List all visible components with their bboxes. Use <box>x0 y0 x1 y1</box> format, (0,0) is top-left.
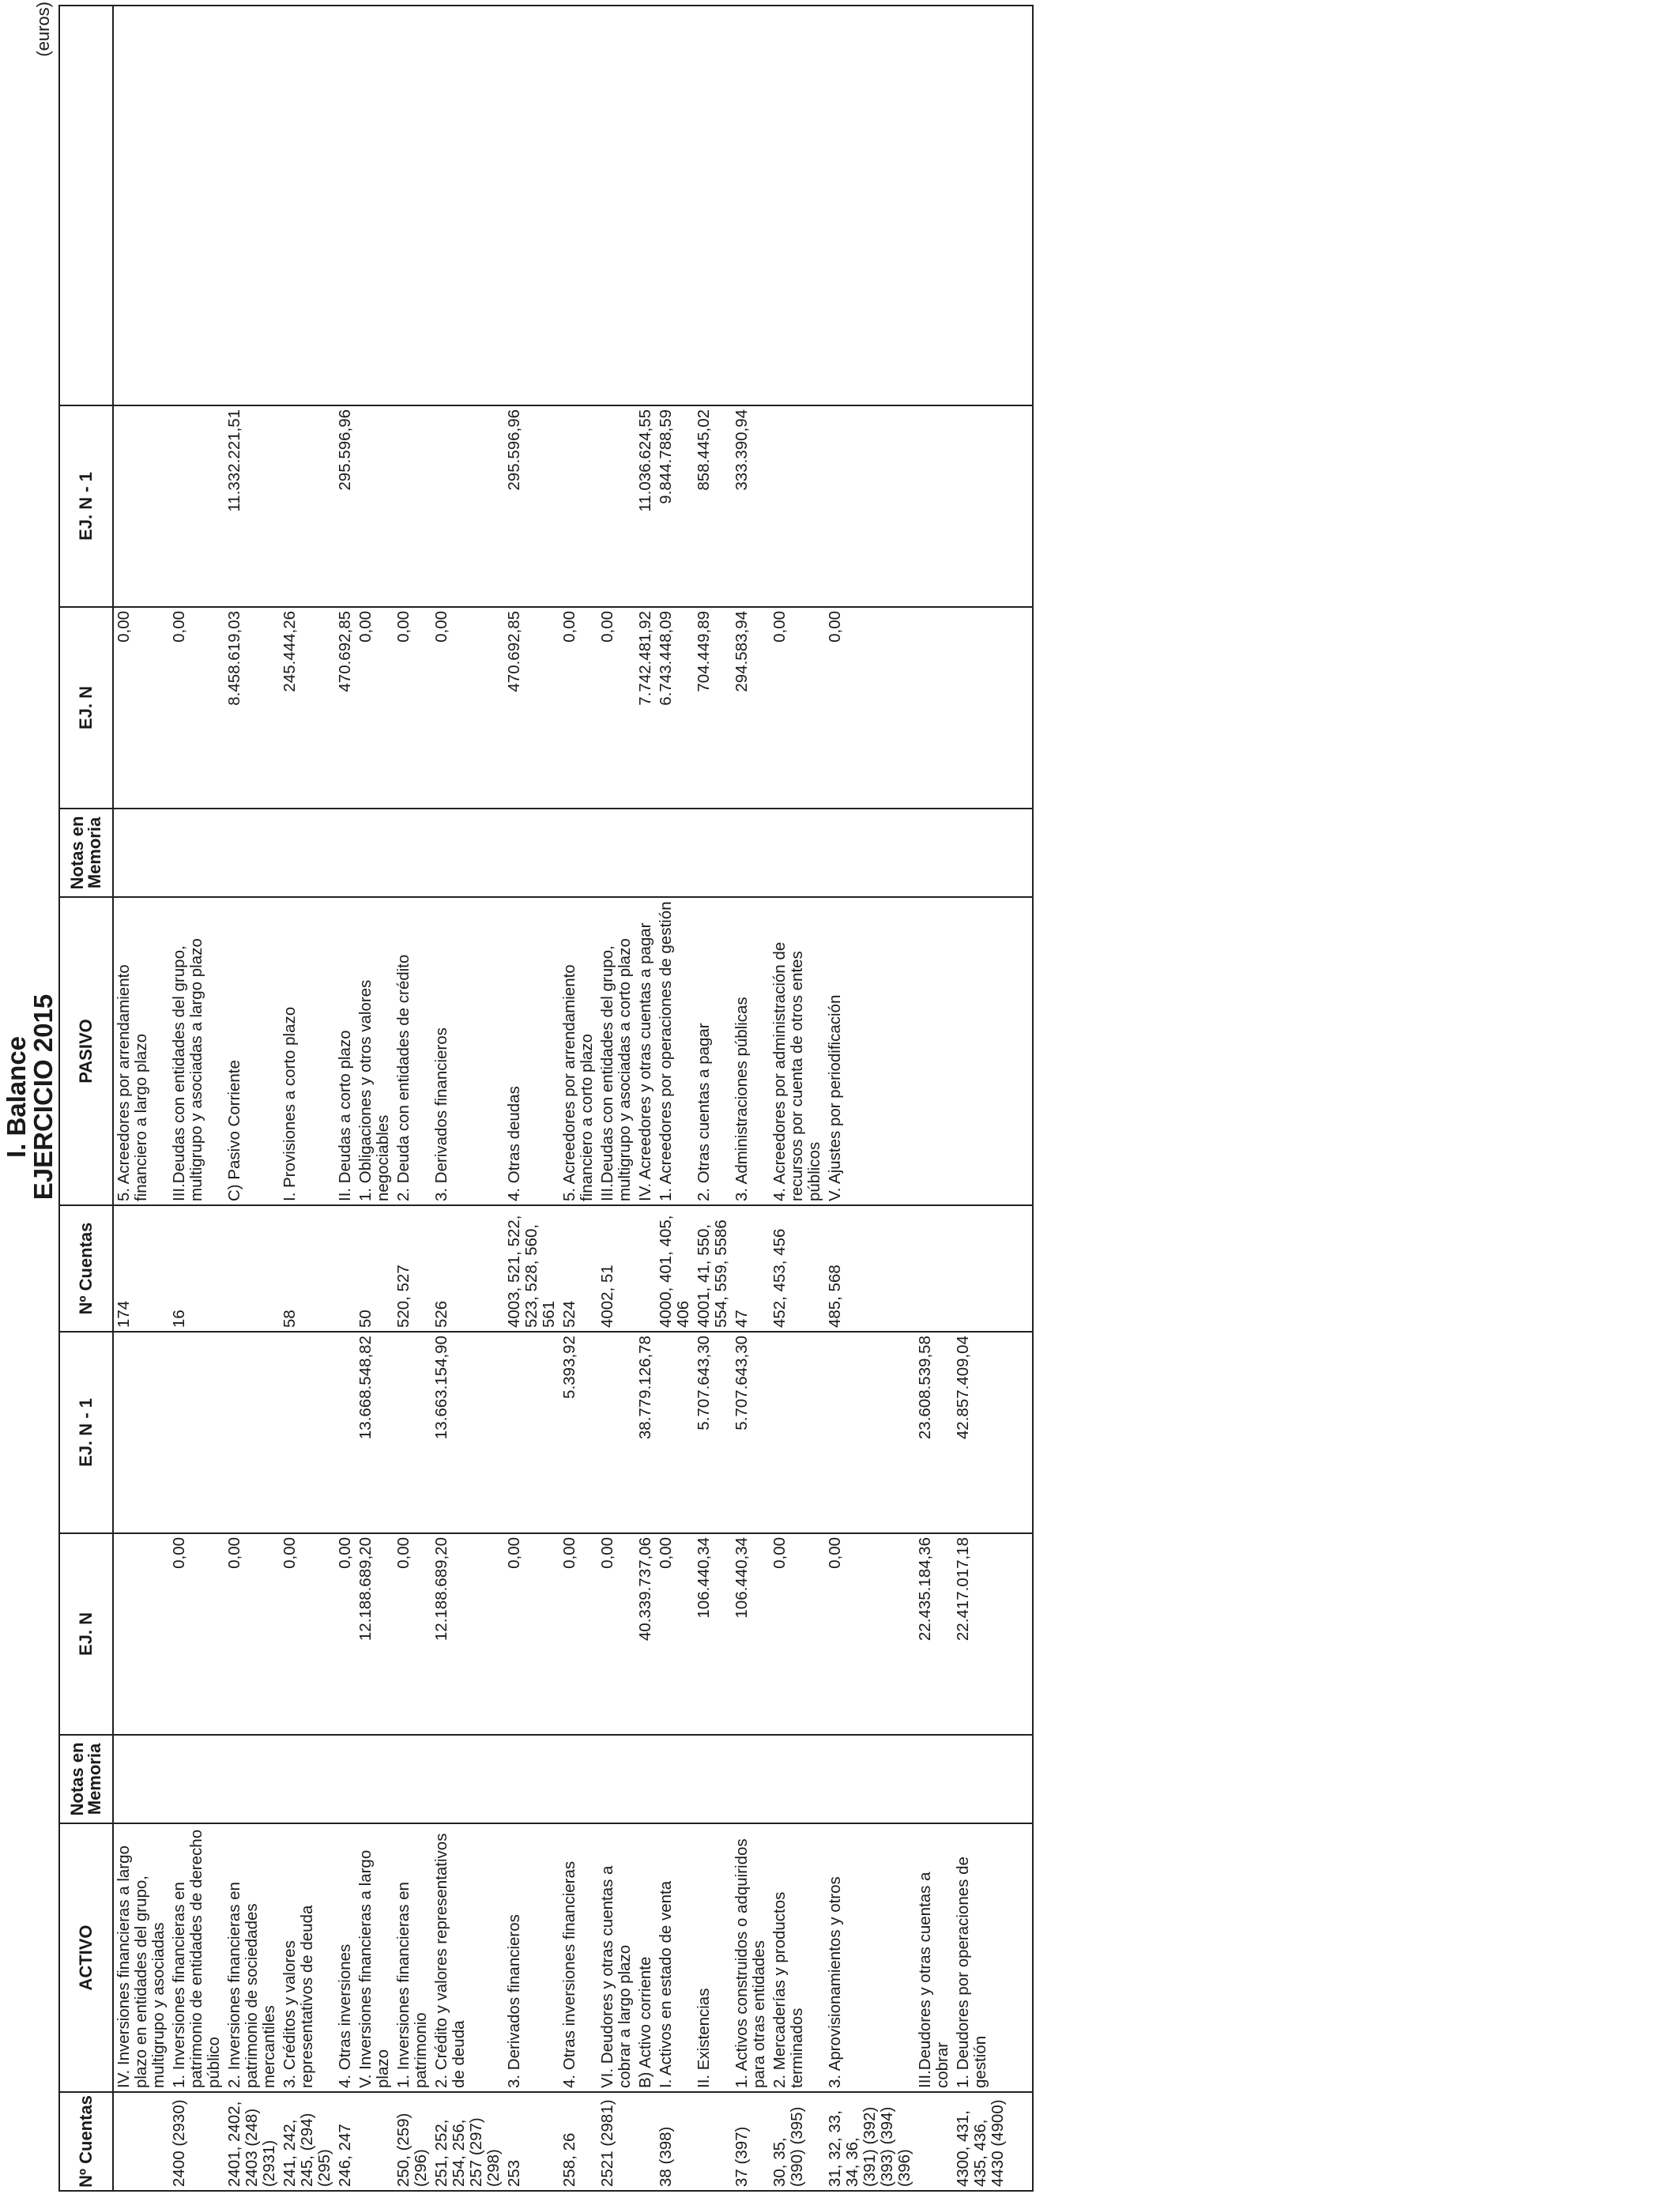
table-row <box>431 6 504 2191</box>
padding-cell <box>1008 1205 1033 1332</box>
table-row <box>169 6 224 2191</box>
activo-notas-cell <box>280 1735 335 1823</box>
pasivo-concept-cell: 4. Acreedores por administración de recursos por cuenta de otros entes públicos <box>770 897 825 1205</box>
activo-ej-n-cell: 106.440,34 <box>732 1533 770 1735</box>
table-row <box>825 6 915 2191</box>
pasivo-ej-n-cell: 0,00 <box>597 607 635 809</box>
pasivo-ej-n-cell: 294.583,94 <box>732 607 770 809</box>
activo-ej-n-cell: 22.435.184,36 <box>915 1533 953 1735</box>
col-header-blank <box>59 6 113 405</box>
pasivo-ej-n-cell: 0,00 <box>356 607 394 809</box>
blank-cell <box>169 6 224 405</box>
activo-ej-n-cell: 0,00 <box>656 1533 694 1735</box>
activo-ej-n1-cell: 13.663.154,90 <box>431 1332 504 1533</box>
pasivo-concept-cell: 5. Acreedores por arrendamiento financiero a largo plazo <box>113 897 169 1205</box>
table-row <box>915 6 953 2191</box>
pasivo-notas-cell <box>635 809 656 897</box>
activo-ej-n-cell: 0,00 <box>169 1533 224 1735</box>
activo-ej-n-cell: 40.339.737,06 <box>635 1533 656 1735</box>
activo-ej-n1-cell: 5.707.643,30 <box>694 1332 732 1533</box>
activo-concept-cell: 3. Derivados financieros <box>504 1823 559 2092</box>
padding-cell <box>1008 1735 1033 1823</box>
activo-ej-n1-cell <box>394 1332 431 1533</box>
activo-notas-cell <box>597 1735 635 1823</box>
activo-concept-cell: V. Inversiones financieras a largo plazo <box>356 1823 394 2092</box>
blank-cell <box>504 6 559 405</box>
activo-cuentas-cell: 2521 (2981) <box>597 2092 635 2191</box>
col-header-activo-ej-n1: EJ. N - 1 <box>59 1332 113 1533</box>
blank-cell <box>825 6 915 405</box>
padding-cell <box>1008 6 1033 405</box>
pasivo-notas-cell <box>113 809 169 897</box>
col-header-pasivo: PASIVO <box>59 897 113 1205</box>
activo-ej-n-cell: 0,00 <box>280 1533 335 1735</box>
activo-notas-cell <box>732 1735 770 1823</box>
activo-concept-cell: B) Activo corriente <box>635 1823 656 2092</box>
activo-cuentas-cell: 38 (398) <box>656 2092 694 2191</box>
blank-cell <box>394 6 431 405</box>
activo-notas-cell <box>394 1735 431 1823</box>
pasivo-cuentas-cell: 452, 453, 456 <box>770 1205 825 1332</box>
table-row <box>280 6 335 2191</box>
pasivo-ej-n1-cell: 295.596,96 <box>335 405 356 607</box>
blank-cell <box>915 6 953 405</box>
pasivo-ej-n-cell: 470.692,85 <box>504 607 559 809</box>
pasivo-ej-n1-cell: 295.596,96 <box>504 405 559 607</box>
pasivo-ej-n-cell: 7.742.481,92 <box>635 607 656 809</box>
activo-ej-n-cell: 0,00 <box>504 1533 559 1735</box>
activo-concept-cell: 3. Aprovisionamientos y otros <box>825 1823 915 2092</box>
pasivo-concept-cell: II. Deudas a corto plazo <box>335 897 356 1205</box>
pasivo-ej-n1-cell <box>915 405 953 607</box>
pasivo-notas-cell <box>394 809 431 897</box>
pasivo-notas-cell <box>597 809 635 897</box>
pasivo-ej-n1-cell <box>394 405 431 607</box>
activo-notas-cell <box>953 1735 1008 1823</box>
pasivo-concept-cell <box>915 897 953 1205</box>
pasivo-ej-n-cell: 0,00 <box>394 607 431 809</box>
activo-concept-cell: 1. Deudores por operaciones de gestión <box>953 1823 1008 2092</box>
padding-cell <box>1008 1823 1033 2092</box>
col-header-activo-cuentas: Nº Cuentas <box>59 2092 113 2191</box>
pasivo-ej-n-cell: 0,00 <box>169 607 224 809</box>
col-header-pasivo-ej-n: EJ. N <box>59 607 113 809</box>
blank-cell <box>953 6 1008 405</box>
col-header-activo-ej-n: EJ. N <box>59 1533 113 1735</box>
pasivo-concept-cell: 4. Otras deudas <box>504 897 559 1205</box>
table-row <box>635 6 656 2191</box>
pasivo-ej-n-cell <box>915 607 953 809</box>
pasivo-cuentas-cell: 485, 568 <box>825 1205 915 1332</box>
activo-notas-cell <box>694 1735 732 1823</box>
activo-notas-cell <box>825 1735 915 1823</box>
activo-ej-n1-cell: 42.857.409,04 <box>953 1332 1008 1533</box>
activo-concept-cell: IV. Inversiones financieras a largo plazo en entidades del grupo, multigrupo y asociadas <box>113 1823 169 2092</box>
pasivo-ej-n1-cell <box>431 405 504 607</box>
padding-cell <box>1008 897 1033 1205</box>
pasivo-ej-n-cell: 0,00 <box>825 607 915 809</box>
table-row <box>356 6 394 2191</box>
pasivo-ej-n1-cell: 9.844.788,59 <box>656 405 694 607</box>
activo-concept-cell: 1. Inversiones financieras en patrimonio de entidades de derecho público <box>169 1823 224 2092</box>
activo-cuentas-cell: 31, 32, 33, 34, 36, (391) (392) (393) (394) (396) <box>825 2092 915 2191</box>
balance-table <box>58 5 1034 2192</box>
table-row <box>224 6 280 2191</box>
activo-ej-n1-cell: 38.779.126,78 <box>635 1332 656 1533</box>
activo-notas-cell <box>915 1735 953 1823</box>
padding-cell <box>1008 405 1033 607</box>
activo-notas-cell <box>356 1735 394 1823</box>
pasivo-concept-cell: I. Provisiones a corto plazo <box>280 897 335 1205</box>
col-header-pasivo-ej-n1: EJ. N - 1 <box>59 405 113 607</box>
pasivo-notas-cell <box>356 809 394 897</box>
table-row <box>732 6 770 2191</box>
activo-cuentas-cell: 2400 (2930) <box>169 2092 224 2191</box>
pasivo-cuentas-cell: 526 <box>431 1205 504 1332</box>
activo-ej-n1-cell <box>597 1332 635 1533</box>
activo-ej-n-cell: 106.440,34 <box>694 1533 732 1735</box>
pasivo-notas-cell <box>825 809 915 897</box>
pasivo-cuentas-cell <box>915 1205 953 1332</box>
activo-cuentas-cell <box>113 2092 169 2191</box>
blank-cell <box>335 6 356 405</box>
activo-ej-n1-cell: 23.608.539,58 <box>915 1332 953 1533</box>
activo-ej-n-cell: 0,00 <box>224 1533 280 1735</box>
blank-cell <box>559 6 597 405</box>
pasivo-ej-n1-cell: 333.390,94 <box>732 405 770 607</box>
pasivo-notas-cell <box>335 809 356 897</box>
pasivo-ej-n1-cell <box>356 405 394 607</box>
col-header-activo-notas: Notas en Memoria <box>59 1735 113 1823</box>
activo-ej-n1-cell: 5.393,92 <box>559 1332 597 1533</box>
table-row <box>559 6 597 2191</box>
blank-cell <box>431 6 504 405</box>
activo-concept-cell: 3. Créditos y valores representativos de deuda <box>280 1823 335 2092</box>
activo-ej-n1-cell <box>656 1332 694 1533</box>
pasivo-cuentas-cell: 4003, 521, 522, 523, 528, 560, 561 <box>504 1205 559 1332</box>
activo-concept-cell: 4. Otras inversiones <box>335 1823 356 2092</box>
table-row <box>597 6 635 2191</box>
activo-ej-n1-cell <box>113 1332 169 1533</box>
units-label: (euros) <box>33 2 53 57</box>
activo-cuentas-cell: 251, 252, 254, 256, 257 (297) (298) <box>431 2092 504 2191</box>
activo-notas-cell <box>656 1735 694 1823</box>
pasivo-ej-n-cell: 8.458.619,03 <box>224 607 280 809</box>
pasivo-ej-n1-cell <box>770 405 825 607</box>
pasivo-ej-n1-cell <box>113 405 169 607</box>
activo-cuentas-cell: 2401, 2402, 2403 (248) (2931) <box>224 2092 280 2191</box>
blank-cell <box>694 6 732 405</box>
pasivo-notas-cell <box>280 809 335 897</box>
blank-cell <box>635 6 656 405</box>
activo-concept-cell: 1. Activos construidos o adquiridos para otras entidades <box>732 1823 770 2092</box>
activo-cuentas-cell <box>694 2092 732 2191</box>
table-row <box>504 6 559 2191</box>
activo-cuentas-cell <box>635 2092 656 2191</box>
activo-concept-cell: I. Activos en estado de venta <box>656 1823 694 2092</box>
pasivo-ej-n-cell: 0,00 <box>431 607 504 809</box>
page-subtitle: EJERCICIO 2015 <box>28 993 58 1201</box>
pasivo-notas-cell <box>953 809 1008 897</box>
pasivo-cuentas-cell: 50 <box>356 1205 394 1332</box>
blank-cell <box>356 6 394 405</box>
blank-cell <box>597 6 635 405</box>
activo-cuentas-cell: 250, (259) (296) <box>394 2092 431 2191</box>
pasivo-ej-n-cell: 0,00 <box>770 607 825 809</box>
activo-ej-n-cell: 0,00 <box>335 1533 356 1735</box>
pasivo-concept-cell: 1. Obligaciones y otros valores negociables <box>356 897 394 1205</box>
pasivo-cuentas-cell: 47 <box>732 1205 770 1332</box>
pasivo-ej-n1-cell: 858.445,02 <box>694 405 732 607</box>
activo-ej-n-cell: 22.417.017,18 <box>953 1533 1008 1735</box>
padding-cell <box>1008 607 1033 809</box>
col-header-pasivo-cuentas: Nº Cuentas <box>59 1205 113 1332</box>
activo-cuentas-cell <box>356 2092 394 2191</box>
pasivo-ej-n-cell: 6.743.448,09 <box>656 607 694 809</box>
pasivo-concept-cell: 1. Acreedores por operaciones de gestión <box>656 897 694 1205</box>
activo-concept-cell: 2. Crédito y valores representativos de deuda <box>431 1823 504 2092</box>
pasivo-concept-cell: 2. Otras cuentas a pagar <box>694 897 732 1205</box>
activo-notas-cell <box>335 1735 356 1823</box>
blank-cell <box>113 6 169 405</box>
activo-ej-n1-cell <box>825 1332 915 1533</box>
pasivo-ej-n-cell: 470.692,85 <box>335 607 356 809</box>
table-row <box>770 6 825 2191</box>
pasivo-ej-n1-cell <box>825 405 915 607</box>
pasivo-concept-cell: 3. Administraciones públicas <box>732 897 770 1205</box>
pasivo-cuentas-cell <box>635 1205 656 1332</box>
activo-cuentas-cell: 30, 35, (390) (395) <box>770 2092 825 2191</box>
padding-cell <box>1008 1332 1033 1533</box>
blank-cell <box>732 6 770 405</box>
pasivo-cuentas-cell: 4001, 41, 550, 554, 559, 5586 <box>694 1205 732 1332</box>
pasivo-concept-cell <box>953 897 1008 1205</box>
pasivo-concept-cell: 3. Derivados financieros <box>431 897 504 1205</box>
pasivo-notas-cell <box>431 809 504 897</box>
pasivo-ej-n-cell: 704.449,89 <box>694 607 732 809</box>
activo-cuentas-cell <box>915 2092 953 2191</box>
activo-ej-n-cell <box>113 1533 169 1735</box>
activo-notas-cell <box>431 1735 504 1823</box>
activo-notas-cell <box>770 1735 825 1823</box>
table-row <box>656 6 694 2191</box>
activo-concept-cell: III.Deudores y otras cuentas a cobrar <box>915 1823 953 2092</box>
blank-cell <box>224 6 280 405</box>
pasivo-cuentas-cell: 58 <box>280 1205 335 1332</box>
activo-cuentas-cell: 258, 26 <box>559 2092 597 2191</box>
pasivo-ej-n-cell: 0,00 <box>113 607 169 809</box>
activo-ej-n1-cell <box>335 1332 356 1533</box>
pasivo-concept-cell: 5. Acreedores por arrendamiento financiero a corto plazo <box>559 897 597 1205</box>
activo-notas-cell <box>224 1735 280 1823</box>
pasivo-cuentas-cell: 520, 527 <box>394 1205 431 1332</box>
blank-cell <box>280 6 335 405</box>
activo-ej-n-cell: 0,00 <box>597 1533 635 1735</box>
pasivo-notas-cell <box>915 809 953 897</box>
pasivo-ej-n1-cell <box>597 405 635 607</box>
pasivo-notas-cell <box>656 809 694 897</box>
activo-notas-cell <box>169 1735 224 1823</box>
blank-cell <box>770 6 825 405</box>
pasivo-notas-cell <box>169 809 224 897</box>
activo-ej-n1-cell <box>280 1332 335 1533</box>
activo-notas-cell <box>559 1735 597 1823</box>
table-body <box>113 6 1033 2191</box>
table-row <box>335 6 356 2191</box>
activo-concept-cell: 2. Inversiones financieras en patrimonio de sociedades mercantiles <box>224 1823 280 2092</box>
activo-cuentas-cell: 4300, 431, 435, 436, 4430 (4900) <box>953 2092 1008 2191</box>
activo-cuentas-cell: 253 <box>504 2092 559 2191</box>
activo-cuentas-cell: 241, 242, 245, (294) (295) <box>280 2092 335 2191</box>
activo-ej-n1-cell <box>770 1332 825 1533</box>
pasivo-concept-cell: IV. Acreedores y otras cuentas a pagar <box>635 897 656 1205</box>
padding-cell <box>1008 2092 1033 2191</box>
activo-ej-n-cell: 12.188.689,20 <box>356 1533 394 1735</box>
blank-cell <box>656 6 694 405</box>
page-title: I. Balance <box>2 1035 31 1159</box>
pasivo-notas-cell <box>770 809 825 897</box>
activo-ej-n1-cell: 13.668.548,82 <box>356 1332 394 1533</box>
pasivo-concept-cell: III.Deudas con entidades del grupo, multigrupo y asociadas a corto plazo <box>597 897 635 1205</box>
pasivo-notas-cell <box>224 809 280 897</box>
activo-ej-n1-cell: 5.707.643,30 <box>732 1332 770 1533</box>
pasivo-cuentas-cell: 16 <box>169 1205 224 1332</box>
pasivo-cuentas-cell: 4002, 51 <box>597 1205 635 1332</box>
padding-cell <box>1008 1533 1033 1735</box>
pasivo-cuentas-cell <box>224 1205 280 1332</box>
pasivo-concept-cell: 2. Deuda con entidades de crédito <box>394 897 431 1205</box>
activo-cuentas-cell: 246, 247 <box>335 2092 356 2191</box>
col-header-pasivo-notas: Notas en Memoria <box>59 809 113 897</box>
activo-concept-cell: 1. Inversiones financieras en patrimonio <box>394 1823 431 2092</box>
pasivo-ej-n1-cell: 11.036.624,55 <box>635 405 656 607</box>
pasivo-cuentas-cell: 4000, 401, 405, 406 <box>656 1205 694 1332</box>
padding-cell <box>1008 809 1033 897</box>
pasivo-concept-cell: III.Deudas con entidades del grupo, multigrupo y asociadas a largo plazo <box>169 897 224 1205</box>
table-row <box>113 6 169 2191</box>
table-row <box>694 6 732 2191</box>
col-header-activo: ACTIVO <box>59 1823 113 2092</box>
pasivo-cuentas-cell: 524 <box>559 1205 597 1332</box>
table-padding-row <box>1008 6 1033 2191</box>
activo-cuentas-cell: 37 (397) <box>732 2092 770 2191</box>
activo-notas-cell <box>113 1735 169 1823</box>
activo-concept-cell: 4. Otras inversiones financieras <box>559 1823 597 2092</box>
activo-ej-n-cell: 0,00 <box>825 1533 915 1735</box>
activo-ej-n-cell: 0,00 <box>559 1533 597 1735</box>
pasivo-notas-cell <box>732 809 770 897</box>
table-row <box>394 6 431 2191</box>
pasivo-ej-n1-cell: 11.332.221,51 <box>224 405 280 607</box>
activo-concept-cell: VI. Deudores y otras cuentas a cobrar a largo plazo <box>597 1823 635 2092</box>
pasivo-cuentas-cell <box>953 1205 1008 1332</box>
pasivo-cuentas-cell: 174 <box>113 1205 169 1332</box>
activo-concept-cell: 2. Mercaderías y productos terminados <box>770 1823 825 2092</box>
pasivo-ej-n1-cell <box>169 405 224 607</box>
table-row <box>953 6 1008 2191</box>
activo-concept-cell: II. Existencias <box>694 1823 732 2092</box>
pasivo-notas-cell <box>504 809 559 897</box>
activo-ej-n-cell: 0,00 <box>770 1533 825 1735</box>
activo-ej-n1-cell <box>504 1332 559 1533</box>
activo-ej-n1-cell <box>169 1332 224 1533</box>
activo-ej-n-cell: 12.188.689,20 <box>431 1533 504 1735</box>
pasivo-concept-cell: C) Pasivo Corriente <box>224 897 280 1205</box>
activo-notas-cell <box>635 1735 656 1823</box>
pasivo-concept-cell: V. Ajustes por periodificación <box>825 897 915 1205</box>
activo-notas-cell <box>504 1735 559 1823</box>
pasivo-ej-n-cell: 0,00 <box>559 607 597 809</box>
pasivo-notas-cell <box>694 809 732 897</box>
pasivo-cuentas-cell <box>335 1205 356 1332</box>
pasivo-notas-cell <box>559 809 597 897</box>
activo-ej-n1-cell <box>224 1332 280 1533</box>
pasivo-ej-n1-cell <box>953 405 1008 607</box>
pasivo-ej-n-cell: 245.444,26 <box>280 607 335 809</box>
pasivo-ej-n1-cell <box>559 405 597 607</box>
table-header-row <box>59 6 113 2191</box>
activo-ej-n-cell: 0,00 <box>394 1533 431 1735</box>
pasivo-ej-n-cell <box>953 607 1008 809</box>
pasivo-ej-n1-cell <box>280 405 335 607</box>
